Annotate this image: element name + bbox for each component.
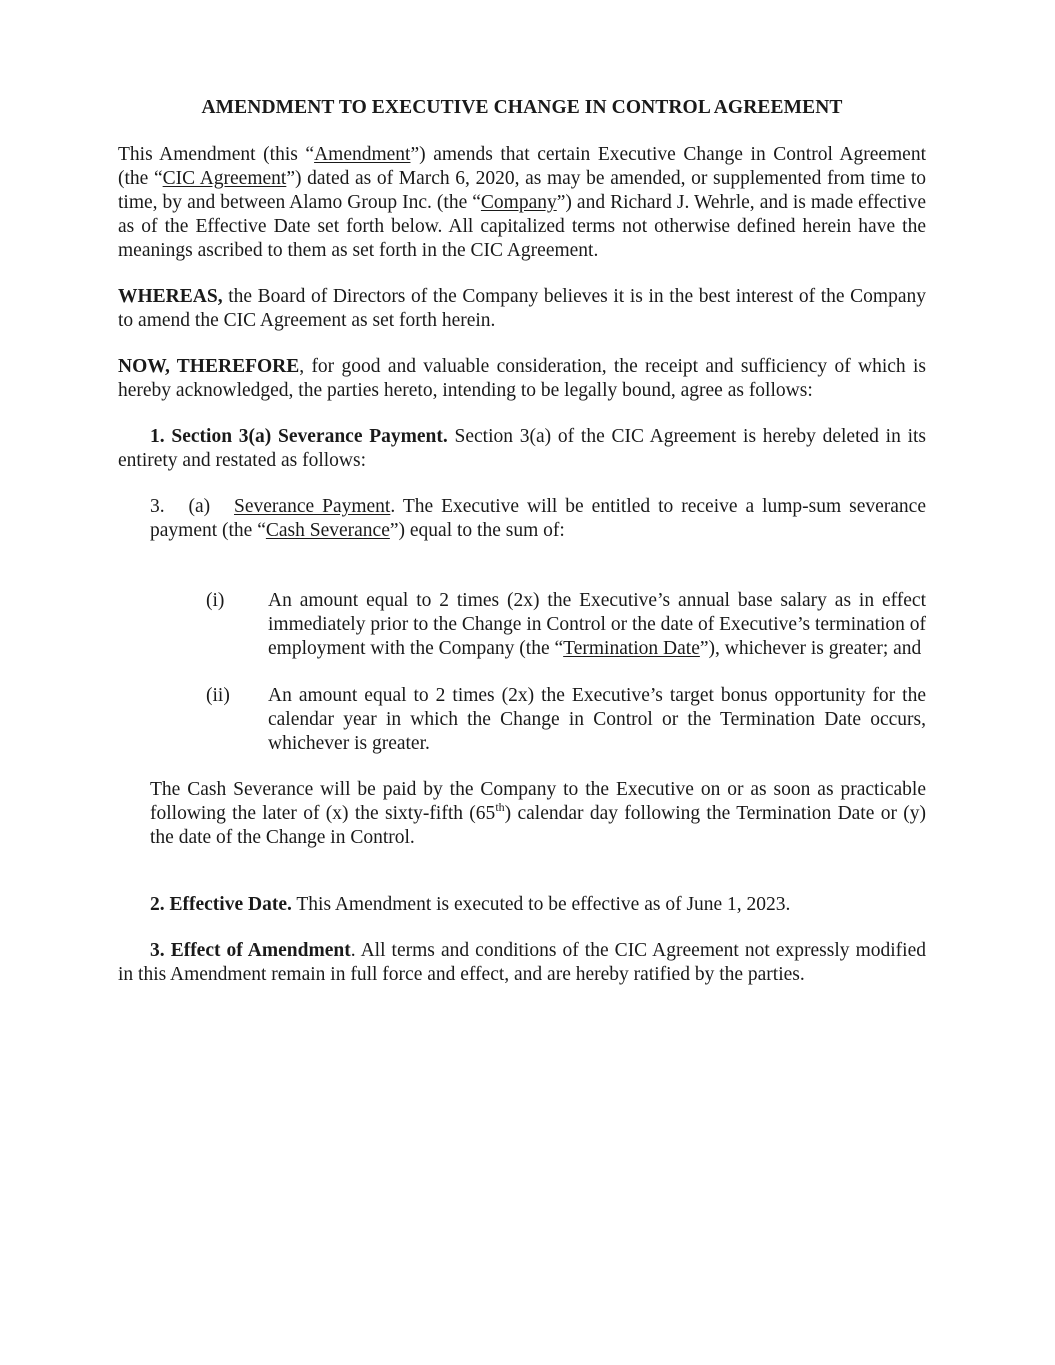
section-2-paragraph [118, 893, 926, 917]
list-item [206, 589, 926, 661]
intro-text: ”) dated as of March 6, 2020, as may be amended, or supplemented from time to time, by and between Alamo Group Inc. (the “ [118, 168, 926, 213]
subsection-3a-paragraph [150, 495, 926, 543]
whereas-lead: WHEREAS, [118, 286, 223, 307]
intro-text: ”) and Richard J. Wehrle, and is made effective as of the Effective Date set forth below. All capitalized terms not otherwise defined herein have the meanings ascribed to them as set forth in the CIC Agreement. [118, 192, 926, 261]
intro-text: This Amendment (this “ [118, 144, 315, 165]
cash-severance-paragraph [150, 778, 926, 850]
list-item-number: (i) [206, 590, 225, 611]
ordinal-suffix: th [495, 799, 505, 814]
document-title: AMENDMENT TO EXECUTIVE CHANGE IN CONTROL AGREEMENT [201, 97, 843, 118]
whereas-paragraph [118, 285, 926, 333]
list-item-text-part: An amount equal to 2 times (2x) the Executive’s annual base salary as in effect immediately prior to the Change in Control or the date of Executive’s termination of employment with the Company (the “ [268, 590, 926, 659]
intro-paragraph [118, 143, 926, 263]
cash-severance-text: ) calendar day following the Termination Date or (y) the date of the Change in Control. [150, 803, 926, 848]
section-1-text: Section 3(a) of the CIC Agreement is hereby deleted in its entirety and restated as follows: [118, 426, 927, 471]
list-item-text [268, 589, 926, 661]
defined-term-cic-agreement: CIC Agreement [162, 168, 287, 189]
section-1-paragraph [118, 425, 926, 473]
subsection-heading: Severance Payment [234, 496, 391, 517]
section-2-text: This Amendment is executed to be effective as of June 1, 2023. [291, 894, 791, 915]
defined-term-company: Company [480, 192, 557, 213]
section-1-heading: 1. Section 3(a) Severance Payment. [150, 426, 448, 447]
defined-term-amendment: Amendment [314, 144, 411, 165]
section-3-text: . All terms and conditions of the CIC Agreement not expressly modified in this Amendment remain in full force and effect, and are hereby ratified by the parties. [118, 940, 926, 985]
document-page [118, 96, 926, 987]
list-item-text-part: ”), whichever is greater; and [699, 638, 922, 659]
intro-text: ”) amends that certain Executive Change in Control Agreement (the “ [118, 144, 926, 189]
section-3-heading: 3. Effect of Amendment [150, 940, 351, 961]
list-item-text: An amount equal to 2 times (2x) the Executive’s target bonus opportunity for the calendar year in which the Change in Control or the Termination Date occurs, whichever is greater. [268, 685, 926, 754]
defined-term-termination-date: Termination Date [563, 638, 700, 659]
subsection-text: ”) equal to the sum of: [389, 520, 565, 541]
section-3-paragraph [118, 939, 926, 987]
subsection-text: . The Executive will be entitled to receive a lump-sum severance payment (the “ [150, 496, 926, 541]
cash-severance-text: The Cash Severance will be paid by the Company to the Executive on or as soon as practicable following the later of (x) the sixty-fifth (65 [150, 779, 926, 824]
subsection-number: 3. [150, 496, 165, 517]
now-therefore-paragraph [118, 355, 926, 403]
list-item-number: (ii) [206, 685, 230, 706]
now-therefore-lead: NOW, THEREFORE [118, 356, 300, 377]
now-therefore-text: , for good and valuable consideration, the receipt and sufficiency of which is hereby acknowledged, the parties hereto, intending to be legally bound, agree as follows: [118, 356, 927, 401]
whereas-text: the Board of Directors of the Company believes it is in the best interest of the Company to amend the CIC Agreement as set forth herein. [118, 286, 926, 331]
defined-term-cash-severance: Cash Severance [265, 520, 390, 541]
section-2-heading: 2. Effective Date. [150, 894, 292, 915]
list-item [206, 684, 926, 756]
subsection-letter: (a) [188, 496, 211, 517]
